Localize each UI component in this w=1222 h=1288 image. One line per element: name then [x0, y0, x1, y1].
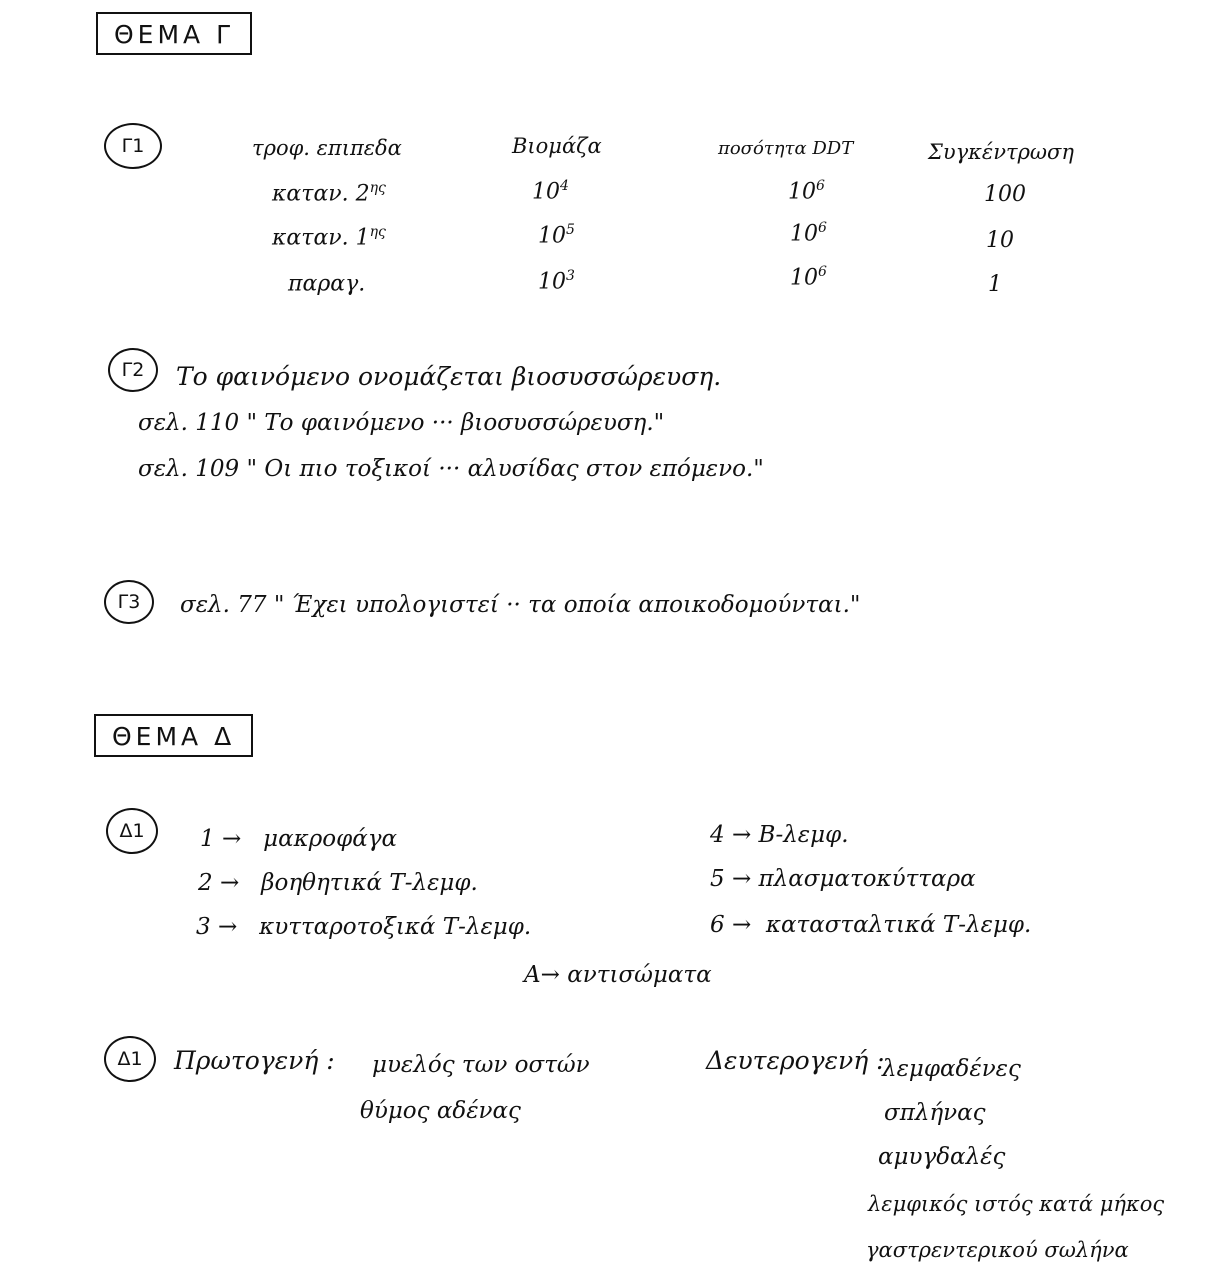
- primary-item: μυελός των οστών: [372, 1052, 590, 1078]
- row-ddt: $10^6$: [790, 264, 827, 291]
- row-concentration: 10: [986, 228, 1014, 253]
- theme-g-title: ΘΕΜΑ Γ: [96, 12, 252, 55]
- row-level: καταν. $2^{\eta\varsigma}$: [272, 180, 386, 207]
- d2-label: Δ1: [104, 1036, 156, 1082]
- secondary-item: σπλήνας: [884, 1100, 986, 1126]
- d1-label: Δ1: [106, 808, 158, 854]
- list-item: 5 → πλασματοκύτταρα: [710, 866, 976, 892]
- row-ddt: $10^6$: [788, 178, 825, 205]
- g2-label: Γ2: [108, 348, 158, 392]
- g2-answer: Το φαινόμενο ονομάζεται βιοσυσσώρευση.: [176, 362, 722, 391]
- arrow-icon: →: [217, 914, 238, 940]
- row-biomass: $10^4$: [532, 178, 569, 205]
- row-biomass: $10^3$: [538, 268, 575, 295]
- arrow-icon: →: [540, 962, 560, 988]
- row-biomass: $10^5$: [538, 222, 575, 249]
- secondary-item: αμυγδαλές: [878, 1144, 1006, 1170]
- secondary-item: γαστρεντερικού σωλήνα: [866, 1238, 1129, 1262]
- row-level: καταν. $1^{\eta\varsigma}$: [272, 224, 386, 251]
- list-item: 2 → βοηθητικά Τ-λεμφ.: [198, 870, 478, 896]
- g2-quote-2: σελ. 109 " Οι πιο τοξικοί ··· αλυσίδας στον επόμενο.": [138, 456, 764, 482]
- g2-quote-1: σελ. 110 " Το φαινόμενο ··· βιοσυσσώρευση.": [138, 410, 665, 436]
- primary-item: θύμος αδένας: [360, 1098, 521, 1124]
- secondary-item: λεμφαδένες: [882, 1056, 1021, 1082]
- list-item: 6 → κατασταλτικά Τ-λεμφ.: [710, 912, 1032, 938]
- g3-quote: σελ. 77 " Έχει υπολογιστεί ·· τα οποία αποικοδομούνται.": [180, 592, 861, 618]
- row-concentration: 1: [988, 272, 1002, 297]
- arrow-icon: →: [219, 870, 240, 896]
- header-concentration: Συγκέντρωση: [928, 140, 1074, 164]
- list-item: 1 → μακροφάγα: [200, 826, 398, 852]
- secondary-label: Δευτερογενή :: [706, 1046, 885, 1075]
- arrow-icon: →: [221, 826, 242, 852]
- row-concentration: 100: [984, 182, 1026, 207]
- header-trophic-levels: τροφ. επιπεδα: [252, 136, 402, 160]
- theme-d-title: ΘΕΜΑ Δ: [94, 714, 253, 757]
- arrow-icon: →: [731, 822, 752, 848]
- secondary-item: λεμφικός ιστός κατά μήκος: [868, 1192, 1165, 1216]
- header-ddt: ποσότητα DDT: [718, 138, 854, 159]
- row-ddt: $10^6$: [790, 220, 827, 247]
- list-item: 3 → κυτταροτοξικά Τ-λεμφ.: [196, 914, 532, 940]
- list-item: 4 → Β-λεμφ.: [710, 822, 849, 848]
- g1-label: Γ1: [104, 123, 162, 169]
- primary-label: Πρωτογενή :: [174, 1046, 335, 1075]
- arrow-icon: →: [731, 912, 752, 938]
- row-level: παραγ.: [288, 271, 366, 297]
- g3-label: Γ3: [104, 580, 154, 624]
- antibodies-item: Α→ αντισώματα: [524, 962, 712, 988]
- header-biomass: Βιομάζα: [512, 134, 602, 158]
- arrow-icon: →: [731, 866, 752, 892]
